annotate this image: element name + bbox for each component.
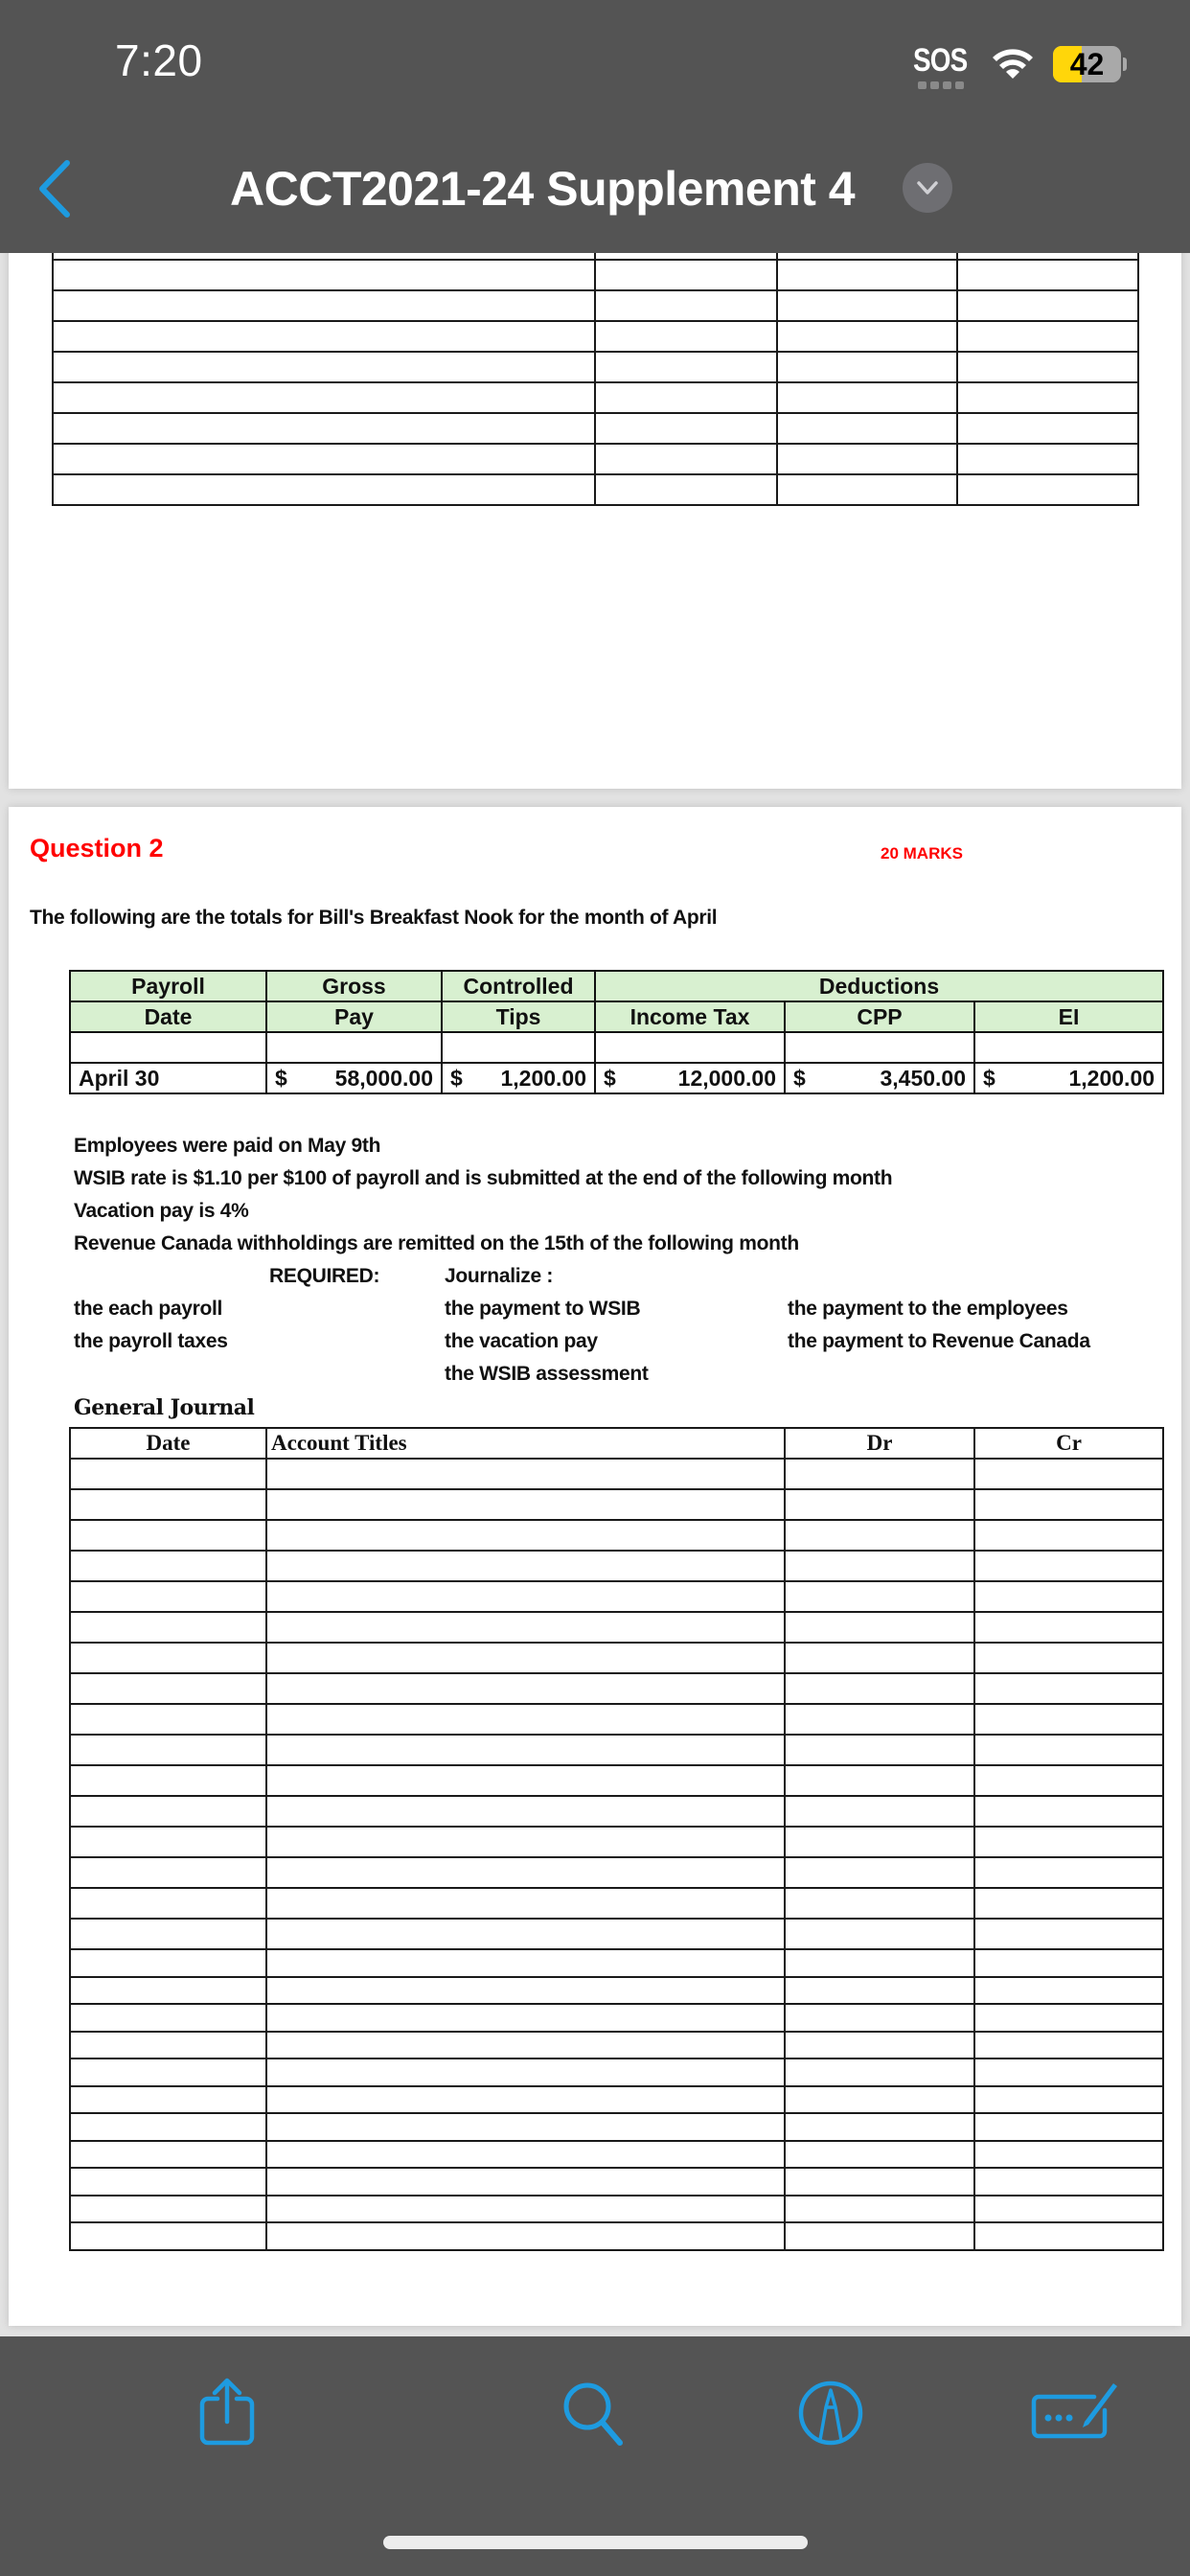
journal-row — [70, 2222, 1163, 2250]
task-payment-revenue-canada: the payment to Revenue Canada — [788, 1330, 1090, 1352]
journal-date-cell — [70, 1919, 266, 1949]
payroll-totals-table — [69, 970, 1164, 1094]
journal-cr-cell — [974, 1977, 1163, 2005]
task-each-payroll: the each payroll — [74, 1298, 223, 1320]
journal-cr-cell — [974, 1765, 1163, 1796]
journal-row — [70, 2058, 1163, 2086]
journal-account-cell — [266, 1520, 785, 1551]
journal-account-cell — [266, 2141, 785, 2169]
journal-dr-cell — [785, 2113, 974, 2141]
fill-and-sign-icon[interactable] — [1031, 2380, 1123, 2443]
table-row — [53, 382, 1138, 413]
journal-account-cell — [266, 1919, 785, 1949]
share-icon[interactable] — [196, 2378, 258, 2447]
header-ei: EI — [974, 1001, 1163, 1032]
question-intro: The following are the totals for Bill's Breakfast Nook for the month of April — [30, 907, 718, 929]
status-sos: SOS — [913, 42, 968, 79]
ei-value: 1,200.00 — [1068, 1065, 1156, 1091]
journal-cr-cell — [974, 1673, 1163, 1704]
journal-date-cell — [70, 1827, 266, 1857]
journal-dr-cell — [785, 1581, 974, 1612]
journal-account-cell — [266, 1581, 785, 1612]
journal-row — [70, 2196, 1163, 2223]
journal-date-cell — [70, 2196, 266, 2223]
journal-cr-cell — [974, 1551, 1163, 1581]
payroll-header-row-2 — [70, 1001, 1163, 1032]
journal-cr-cell — [974, 1643, 1163, 1673]
journal-header-date: Date — [70, 1428, 266, 1459]
table-row — [53, 444, 1138, 474]
journal-dr-cell — [785, 1977, 974, 2005]
note-line-3: Vacation pay is 4% — [74, 1200, 249, 1222]
header-deductions: Deductions — [595, 971, 1163, 1001]
journal-dr-cell — [785, 1827, 974, 1857]
journal-account-cell — [266, 1459, 785, 1489]
general-journal-title: General Journal — [74, 1395, 255, 1420]
journal-date-cell — [70, 1489, 266, 1520]
status-time: 7:20 — [115, 35, 203, 85]
task-payroll-taxes: the payroll taxes — [74, 1330, 228, 1352]
journal-cr-cell — [974, 1520, 1163, 1551]
journal-account-cell — [266, 2113, 785, 2141]
question-title: Question 2 — [30, 834, 164, 862]
journal-date-cell — [70, 1520, 266, 1551]
journal-cr-cell — [974, 1919, 1163, 1949]
journal-header-row — [70, 1428, 1163, 1459]
journal-dr-cell — [785, 2032, 974, 2059]
title-menu-button[interactable] — [903, 163, 952, 213]
note-line-2: WSIB rate is $1.10 per $100 of payroll and is submitted at the end of the following month — [74, 1167, 893, 1189]
journal-cr-cell — [974, 2058, 1163, 2086]
journal-cr-cell — [974, 1796, 1163, 1827]
journal-cr-cell — [974, 1857, 1163, 1888]
journal-date-cell — [70, 2222, 266, 2250]
journal-cr-cell — [974, 1827, 1163, 1857]
journal-account-cell — [266, 1612, 785, 1643]
journal-dr-cell — [785, 2086, 974, 2114]
journal-row — [70, 1827, 1163, 1857]
journal-account-cell — [266, 1827, 785, 1857]
journal-account-cell — [266, 1489, 785, 1520]
journal-cr-cell — [974, 1459, 1163, 1489]
journal-row — [70, 1459, 1163, 1489]
journal-date-cell — [70, 1551, 266, 1581]
journal-account-cell — [266, 2168, 785, 2196]
header-pay: Pay — [266, 1001, 442, 1032]
question-marks: 20 MARKS — [881, 844, 963, 862]
general-journal-table — [69, 1427, 1164, 2251]
journal-date-cell — [70, 2113, 266, 2141]
journal-dr-cell — [785, 1673, 974, 1704]
journal-date-cell — [70, 1459, 266, 1489]
app-header — [0, 0, 1190, 253]
note-line-4: Revenue Canada withholdings are remitted on the 15th of the following month — [74, 1232, 799, 1254]
journal-cr-cell — [974, 1735, 1163, 1765]
journal-dr-cell — [785, 1520, 974, 1551]
journal-dr-cell — [785, 2141, 974, 2169]
journal-row — [70, 1581, 1163, 1612]
journal-cr-cell — [974, 2004, 1163, 2032]
journal-dr-cell — [785, 2168, 974, 2196]
journal-date-cell — [70, 2058, 266, 2086]
journal-dr-cell — [785, 1796, 974, 1827]
header-cpp: CPP — [785, 1001, 974, 1032]
journal-account-cell — [266, 1643, 785, 1673]
ei-cell: $ 1,200.00 — [974, 1063, 1163, 1093]
journal-row — [70, 1673, 1163, 1704]
journal-account-cell — [266, 1765, 785, 1796]
document-title[interactable]: ACCT2021-24 Supplement 4 — [230, 162, 856, 216]
journal-date-cell — [70, 1612, 266, 1643]
cellular-signal-icon — [918, 81, 964, 89]
journal-date-cell — [70, 1796, 266, 1827]
home-indicator[interactable] — [383, 2536, 808, 2549]
battery-percent: 42 — [1069, 47, 1105, 81]
journal-row — [70, 2141, 1163, 2169]
journal-date-cell — [70, 1977, 266, 2005]
journal-row — [70, 1977, 1163, 2005]
wifi-icon — [990, 44, 1036, 80]
journal-dr-cell — [785, 1551, 974, 1581]
journal-cr-cell — [974, 1888, 1163, 1919]
journal-dr-cell — [785, 1857, 974, 1888]
journal-cr-cell — [974, 2032, 1163, 2059]
journal-account-cell — [266, 2196, 785, 2223]
journal-account-cell — [266, 1949, 785, 1977]
journal-cr-cell — [974, 1949, 1163, 1977]
income-tax-cell: $ 12,000.00 — [595, 1063, 785, 1093]
table-row — [53, 321, 1138, 352]
task-payment-wsib: the payment to WSIB — [445, 1298, 641, 1320]
back-chevron-icon[interactable] — [34, 159, 75, 218]
journal-account-cell — [266, 1857, 785, 1888]
header-tips: Tips — [442, 1001, 595, 1032]
journal-row — [70, 1765, 1163, 1796]
journal-row — [70, 2168, 1163, 2196]
journal-date-cell — [70, 1888, 266, 1919]
journal-dr-cell — [785, 2058, 974, 2086]
journal-account-cell — [266, 1551, 785, 1581]
journal-row — [70, 1704, 1163, 1735]
journal-dr-cell — [785, 2222, 974, 2250]
journal-dr-cell — [785, 1704, 974, 1735]
journal-account-cell — [266, 2058, 785, 2086]
journal-row — [70, 1919, 1163, 1949]
journal-date-cell — [70, 1581, 266, 1612]
income-tax-value: 12,000.00 — [677, 1065, 776, 1091]
header-payroll: Payroll — [70, 971, 266, 1001]
journal-dr-cell — [785, 1489, 974, 1520]
journal-dr-cell — [785, 1459, 974, 1489]
journal-cr-cell — [974, 2222, 1163, 2250]
journal-header-dr: Dr — [785, 1428, 974, 1459]
journal-dr-cell — [785, 1612, 974, 1643]
journal-date-cell — [70, 2086, 266, 2114]
cpp-cell: $ 3,450.00 — [785, 1063, 974, 1093]
journal-cr-cell — [974, 2113, 1163, 2141]
journal-dr-cell — [785, 1949, 974, 1977]
journal-row — [70, 2032, 1163, 2059]
payroll-header-row-1 — [70, 971, 1163, 1001]
journal-cr-cell — [974, 2168, 1163, 2196]
journal-date-cell — [70, 1735, 266, 1765]
payroll-data-row — [70, 1063, 1163, 1093]
journal-dr-cell — [785, 1643, 974, 1673]
payroll-blank-row — [70, 1032, 1163, 1063]
journal-date-cell — [70, 1765, 266, 1796]
journal-date-cell — [70, 1673, 266, 1704]
journal-date-cell — [70, 1643, 266, 1673]
journal-row — [70, 1735, 1163, 1765]
journal-cr-cell — [974, 1581, 1163, 1612]
journal-dr-cell — [785, 1735, 974, 1765]
journal-row — [70, 1643, 1163, 1673]
journal-date-cell — [70, 2141, 266, 2169]
journal-cr-cell — [974, 2141, 1163, 2169]
journal-row — [70, 1489, 1163, 1520]
journal-account-cell — [266, 1735, 785, 1765]
journalize-label: Journalize : — [445, 1265, 554, 1287]
battery-tip — [1123, 58, 1127, 71]
table-row — [53, 352, 1138, 382]
journal-header-account-titles: Account Titles — [266, 1428, 785, 1459]
journal-row — [70, 2086, 1163, 2114]
journal-dr-cell — [785, 1765, 974, 1796]
journal-cr-cell — [974, 1704, 1163, 1735]
header-date: Date — [70, 1001, 266, 1032]
header-controlled: Controlled — [442, 971, 595, 1001]
journal-date-cell — [70, 1949, 266, 1977]
journal-account-cell — [266, 1977, 785, 2005]
journal-date-cell — [70, 2004, 266, 2032]
journal-row — [70, 1888, 1163, 1919]
header-income-tax: Income Tax — [595, 1001, 785, 1032]
journal-header-cr: Cr — [974, 1428, 1163, 1459]
journal-row — [70, 1949, 1163, 1977]
journal-cr-cell — [974, 1489, 1163, 1520]
search-icon[interactable] — [561, 2380, 628, 2449]
note-line-1: Employees were paid on May 9th — [74, 1135, 381, 1157]
controlled-tips-value: 1,200.00 — [500, 1065, 586, 1091]
journal-row — [70, 1520, 1163, 1551]
journal-account-cell — [266, 1673, 785, 1704]
journal-date-cell — [70, 2168, 266, 2196]
markup-icon[interactable] — [797, 2379, 864, 2448]
journal-dr-cell — [785, 2004, 974, 2032]
journal-account-cell — [266, 1796, 785, 1827]
journal-row — [70, 1551, 1163, 1581]
journal-dr-cell — [785, 1919, 974, 1949]
gross-pay-cell: $ 58,000.00 — [266, 1063, 442, 1093]
journal-row — [70, 2113, 1163, 2141]
journal-account-cell — [266, 2086, 785, 2114]
chevron-down-icon — [916, 179, 939, 196]
journal-date-cell — [70, 2032, 266, 2059]
journal-account-cell — [266, 2032, 785, 2059]
page1-answer-table — [52, 228, 1139, 506]
journal-account-cell — [266, 2004, 785, 2032]
table-row — [53, 260, 1138, 290]
journal-cr-cell — [974, 2086, 1163, 2114]
table-row — [53, 413, 1138, 444]
header-gross: Gross — [266, 971, 442, 1001]
journal-row — [70, 1857, 1163, 1888]
task-vacation-pay: the vacation pay — [445, 1330, 598, 1352]
table-row — [53, 474, 1138, 505]
gross-pay-value: 58,000.00 — [334, 1065, 433, 1091]
journal-date-cell — [70, 1704, 266, 1735]
journal-date-cell — [70, 1857, 266, 1888]
journal-row — [70, 1612, 1163, 1643]
payroll-date: April 30 — [70, 1063, 266, 1093]
cpp-value: 3,450.00 — [880, 1065, 966, 1091]
journal-account-cell — [266, 1704, 785, 1735]
journal-cr-cell — [974, 2196, 1163, 2223]
journal-dr-cell — [785, 2196, 974, 2223]
journal-row — [70, 1796, 1163, 1827]
journal-row — [70, 2004, 1163, 2032]
journal-account-cell — [266, 1888, 785, 1919]
battery-icon — [1053, 46, 1121, 82]
task-wsib-assessment: the WSIB assessment — [445, 1363, 649, 1385]
journal-dr-cell — [785, 1888, 974, 1919]
table-row — [53, 290, 1138, 321]
journal-account-cell — [266, 2222, 785, 2250]
task-payment-employees: the payment to the employees — [788, 1298, 1068, 1320]
journal-cr-cell — [974, 1612, 1163, 1643]
required-label: REQUIRED: — [269, 1265, 380, 1287]
controlled-tips-cell: $ 1,200.00 — [442, 1063, 595, 1093]
